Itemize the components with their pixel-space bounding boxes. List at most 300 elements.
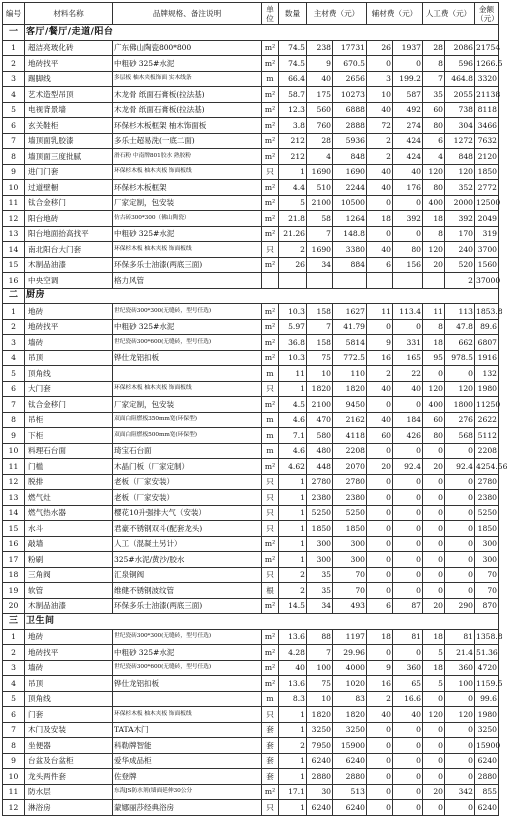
main-unit-price: 7 — [307, 226, 333, 242]
labor-unit-price: 60 — [423, 412, 445, 428]
table-row — [3, 195, 499, 211]
labor-unit-price: 120 — [423, 164, 445, 180]
spec-note: 仿古砖300*300（佛山陶瓷） — [113, 211, 262, 227]
item-name: 粉刷 — [25, 552, 113, 568]
amount: 1916 — [475, 350, 499, 366]
item-name: 燃气热水器 — [25, 505, 113, 521]
item-name: 阳台地砖 — [25, 211, 113, 227]
amount: 132 — [475, 366, 499, 382]
table-row — [3, 753, 499, 769]
item-name: 脱排 — [25, 474, 113, 490]
spec-note: 环保多乐士油漆(两底三面) — [113, 257, 262, 273]
aux-total: 0 — [393, 521, 423, 537]
main-unit-price: 7950 — [307, 738, 333, 754]
quantity: 1 — [279, 521, 307, 537]
aux-total: 40 — [393, 164, 423, 180]
labor-total: 0 — [445, 505, 475, 521]
row-no: 10 — [3, 443, 25, 459]
unit: 只 — [262, 381, 279, 397]
aux-unit-price: 0 — [367, 490, 393, 506]
item-name: 淋浴房 — [25, 800, 113, 816]
labor-total: 120 — [445, 707, 475, 723]
quantity: 2 — [279, 738, 307, 754]
main-total: 2070 — [333, 459, 367, 475]
aux-total: 0 — [393, 722, 423, 738]
item-name: 大门套 — [25, 381, 113, 397]
amount: 70 — [475, 567, 499, 583]
spec-note: 双面白阻燃板500mm宽(环保型) — [113, 428, 262, 444]
unit: 只 — [262, 800, 279, 816]
aux-unit-price: 0 — [367, 505, 393, 521]
labor-total: 0 — [445, 722, 475, 738]
main-unit-price: 158 — [307, 335, 333, 351]
spec-note: 多层板 柚木夹板饰面 实木线条 — [113, 71, 262, 87]
aux-unit-price: 0 — [367, 226, 393, 242]
main-unit-price: 5250 — [307, 505, 333, 521]
unit: m² — [262, 133, 279, 149]
unit: m² — [262, 149, 279, 165]
labor-unit-price: 20 — [423, 598, 445, 614]
spec-note: 双面白阻燃板350mm宽(环保型) — [113, 412, 262, 428]
main-unit-price: 10 — [307, 691, 333, 707]
row-no: 6 — [3, 707, 25, 723]
aux-total: 424 — [393, 149, 423, 165]
aux-total: 0 — [393, 505, 423, 521]
main-unit-price: 238 — [307, 40, 333, 56]
table-row — [3, 660, 499, 676]
spec-note: 老板（厂家安装） — [113, 474, 262, 490]
unit: m — [262, 412, 279, 428]
labor-total: 0 — [445, 800, 475, 816]
spec-note: 科勒牌智能 — [113, 738, 262, 754]
item-name: 顶角线 — [25, 691, 113, 707]
unit: m² — [262, 645, 279, 661]
aux-total: 424 — [393, 133, 423, 149]
main-unit-price: 470 — [307, 412, 333, 428]
quantity: 11 — [279, 366, 307, 382]
aux-total: 92.4 — [393, 459, 423, 475]
labor-unit-price: 0 — [423, 505, 445, 521]
aux-total: 0 — [393, 536, 423, 552]
spec-note: 维健不锈钢波纹管 — [113, 583, 262, 599]
quantity: 1 — [279, 769, 307, 785]
main-unit-price: 560 — [307, 102, 333, 118]
labor-unit-price: 60 — [423, 102, 445, 118]
labor-total: 0 — [445, 691, 475, 707]
aux-unit-price: 72 — [367, 118, 393, 134]
main-unit-price: 7 — [307, 319, 333, 335]
labor-total: 352 — [445, 180, 475, 196]
main-total: 2880 — [333, 769, 367, 785]
quantity: 1 — [279, 536, 307, 552]
labor-total: 47.8 — [445, 319, 475, 335]
main-total: 3380 — [333, 242, 367, 258]
table-row — [3, 722, 499, 738]
item-name: 木制品油漆 — [25, 257, 113, 273]
labor-unit-price: 8 — [423, 56, 445, 72]
unit: 套 — [262, 769, 279, 785]
table-row — [3, 71, 499, 87]
aux-unit-price: 0 — [367, 536, 393, 552]
labor-total: 596 — [445, 56, 475, 72]
table-row — [3, 428, 499, 444]
quantity: 40 — [279, 660, 307, 676]
labor-total: 2 — [445, 273, 475, 289]
unit: m² — [262, 350, 279, 366]
unit: m² — [262, 629, 279, 645]
main-total: 1627 — [333, 304, 367, 320]
table-row — [3, 87, 499, 103]
labor-unit-price: 6 — [423, 133, 445, 149]
section-header — [3, 25, 499, 41]
row-no: 14 — [3, 242, 25, 258]
item-name: 地砖找平 — [25, 319, 113, 335]
row-no: 10 — [3, 769, 25, 785]
header-no: 编号 — [3, 3, 25, 25]
item-name: 木制品油漆 — [25, 598, 113, 614]
unit: m² — [262, 180, 279, 196]
table-row — [3, 567, 499, 583]
labor-total: 662 — [445, 335, 475, 351]
item-name: 地砖找平 — [25, 56, 113, 72]
main-total: 17731 — [333, 40, 367, 56]
labor-total: 0 — [445, 567, 475, 583]
quantity: 74.5 — [279, 40, 307, 56]
item-name: 门套 — [25, 707, 113, 723]
main-unit-price: 2100 — [307, 195, 333, 211]
spec-note: 世纪瓷砖300*300(无缝砖，型号任选) — [113, 304, 262, 320]
section-no: 三 — [3, 614, 25, 630]
table-row — [3, 536, 499, 552]
labor-unit-price: 0 — [423, 769, 445, 785]
main-unit-price: 2100 — [307, 397, 333, 413]
aux-unit-price: 0 — [367, 443, 393, 459]
labor-total: 342 — [445, 784, 475, 800]
labor-unit-price: 0 — [423, 567, 445, 583]
labor-total: 0 — [445, 536, 475, 552]
table-row — [3, 102, 499, 118]
row-no: 11 — [3, 459, 25, 475]
table-row — [3, 505, 499, 521]
header-name: 材料名称 — [25, 3, 113, 25]
aux-unit-price: 9 — [367, 660, 393, 676]
unit: m² — [262, 226, 279, 242]
main-total: 41.79 — [333, 319, 367, 335]
header-amount: 金额（元） — [476, 4, 499, 23]
aux-total: 0 — [393, 738, 423, 754]
labor-total: 120 — [445, 164, 475, 180]
amount: 855 — [475, 784, 499, 800]
aux-unit-price: 0 — [367, 784, 393, 800]
aux-unit-price: 0 — [367, 474, 393, 490]
main-total: 4118 — [333, 428, 367, 444]
labor-total: 0 — [445, 474, 475, 490]
table-row — [3, 691, 499, 707]
main-total: 1820 — [333, 381, 367, 397]
labor-unit-price: 120 — [423, 381, 445, 397]
quantity: 74.5 — [279, 56, 307, 72]
labor-unit-price: 0 — [423, 521, 445, 537]
main-unit-price: 6240 — [307, 753, 333, 769]
labor-total: 848 — [445, 149, 475, 165]
main-unit-price: 580 — [307, 428, 333, 444]
unit: 套 — [262, 753, 279, 769]
unit: m² — [262, 536, 279, 552]
unit: m² — [262, 319, 279, 335]
main-total: 15900 — [333, 738, 367, 754]
item-name: 艺术造型吊顶 — [25, 87, 113, 103]
aux-total: 176 — [393, 180, 423, 196]
labor-unit-price: 28 — [423, 40, 445, 56]
quantity: 1 — [279, 800, 307, 816]
quantity: 1 — [279, 707, 307, 723]
aux-total: 81 — [393, 629, 423, 645]
aux-unit-price: 40 — [367, 707, 393, 723]
unit: m² — [262, 211, 279, 227]
spec-note: 人工（混凝土另计） — [113, 536, 262, 552]
labor-total: 0 — [445, 769, 475, 785]
row-no: 11 — [3, 784, 25, 800]
labor-unit-price: 120 — [423, 242, 445, 258]
amount: 6240 — [475, 753, 499, 769]
main-unit-price: 34 — [307, 257, 333, 273]
labor-unit-price: 20 — [423, 459, 445, 475]
amount: 5112 — [475, 428, 499, 444]
aux-total: 0 — [393, 769, 423, 785]
aux-total: 331 — [393, 335, 423, 351]
labor-unit-price: 0 — [423, 443, 445, 459]
unit: m² — [262, 676, 279, 692]
amount: 11250 — [475, 397, 499, 413]
labor-unit-price: 0 — [423, 738, 445, 754]
labor-unit-price: 8 — [423, 226, 445, 242]
labor-unit-price: 35 — [423, 87, 445, 103]
amount: 2880 — [475, 769, 499, 785]
aux-total: 426 — [393, 428, 423, 444]
aux-unit-price: 40 — [367, 242, 393, 258]
amount: 1853.8 — [475, 304, 499, 320]
quantity: 10.3 — [279, 304, 307, 320]
item-name: 地砖 — [25, 629, 113, 645]
item-name: 燃气灶 — [25, 490, 113, 506]
row-no: 7 — [3, 397, 25, 413]
aux-unit-price: 6 — [367, 257, 393, 273]
item-name: 南北阳台大门套 — [25, 242, 113, 258]
table-row — [3, 211, 499, 227]
amount: 1560 — [475, 257, 499, 273]
quotation-body — [3, 25, 507, 816]
labor-unit-price: 8 — [423, 319, 445, 335]
item-name: 防水层 — [25, 784, 113, 800]
spec-note: 中粗砂 325#水泥 — [113, 226, 262, 242]
aux-unit-price: 40 — [367, 381, 393, 397]
row-no: 6 — [3, 118, 25, 134]
row-no: 13 — [3, 226, 25, 242]
amount: 70 — [475, 583, 499, 599]
unit: m² — [262, 552, 279, 568]
row-no: 13 — [3, 490, 25, 506]
row-no: 17 — [3, 552, 25, 568]
table-row — [3, 149, 499, 165]
unit: 只 — [262, 242, 279, 258]
labor-unit-price: 95 — [423, 350, 445, 366]
table-row — [3, 769, 499, 785]
quantity: 4.5 — [279, 397, 307, 413]
main-total: 5814 — [333, 335, 367, 351]
spec-note: 环保杉木板 柚木夹板 饰面板线 — [113, 381, 262, 397]
spec-note: 蒙娜丽莎经典浴房 — [113, 800, 262, 816]
amount: 5250 — [475, 505, 499, 521]
main-unit-price: 10 — [307, 366, 333, 382]
aux-unit-price: 0 — [367, 583, 393, 599]
quantity: 4.28 — [279, 645, 307, 661]
row-no: 3 — [3, 335, 25, 351]
aux-unit-price: 0 — [367, 56, 393, 72]
row-no: 4 — [3, 676, 25, 692]
item-name: 墙砖 — [25, 335, 113, 351]
amount: 870 — [475, 598, 499, 614]
main-total: 2656 — [333, 71, 367, 87]
unit: 只 — [262, 521, 279, 537]
aux-total: 22 — [393, 366, 423, 382]
main-unit-price: 7 — [307, 645, 333, 661]
unit: m² — [262, 397, 279, 413]
labor-total: 21.4 — [445, 645, 475, 661]
aux-total: 65 — [393, 676, 423, 692]
table-row — [3, 273, 499, 289]
main-unit-price: 300 — [307, 552, 333, 568]
item-name: 墙顶面乳胶漆 — [25, 133, 113, 149]
table-row — [3, 164, 499, 180]
spec-note: 环保杉木板框架 柚木饰面板 — [113, 118, 262, 134]
main-unit-price: 175 — [307, 87, 333, 103]
main-total: 1264 — [333, 211, 367, 227]
quantity: 4.6 — [279, 443, 307, 459]
amount: 3250 — [475, 722, 499, 738]
item-name: 玄关鞋柜 — [25, 118, 113, 134]
labor-total: 92.4 — [445, 459, 475, 475]
aux-unit-price: 40 — [367, 102, 393, 118]
header-main-cost: 主材费（元） — [307, 3, 367, 25]
unit: m — [262, 428, 279, 444]
main-unit-price: 1820 — [307, 381, 333, 397]
amount: 2780 — [475, 474, 499, 490]
aux-total: 40 — [393, 707, 423, 723]
quantity: 5 — [279, 195, 307, 211]
table-row — [3, 350, 499, 366]
row-no: 10 — [3, 180, 25, 196]
quantity: 17.1 — [279, 784, 307, 800]
main-unit-price: 2780 — [307, 474, 333, 490]
spec-note: 樱花10升强排大气（安装） — [113, 505, 262, 521]
main-total: 83 — [333, 691, 367, 707]
main-unit-price: 35 — [307, 583, 333, 599]
unit — [262, 273, 279, 289]
amount: 89.6 — [475, 319, 499, 335]
labor-total: 360 — [445, 660, 475, 676]
aux-unit-price: 18 — [367, 629, 393, 645]
main-total: 884 — [333, 257, 367, 273]
quantity: 13.6 — [279, 676, 307, 692]
item-name: 地砖找平 — [25, 645, 113, 661]
aux-unit-price: 2 — [367, 691, 393, 707]
aux-total: 0 — [393, 552, 423, 568]
main-unit-price: 100 — [307, 660, 333, 676]
spec-note — [113, 366, 262, 382]
unit: 根 — [262, 583, 279, 599]
aux-total: 0 — [393, 56, 423, 72]
item-name: 吊柜 — [25, 412, 113, 428]
aux-total: 360 — [393, 660, 423, 676]
spec-note: 格力风管 — [113, 273, 262, 289]
amount: 99.6 — [475, 691, 499, 707]
aux-total: 184 — [393, 412, 423, 428]
aux-unit-price: 6 — [367, 598, 393, 614]
table-row — [3, 335, 499, 351]
main-total: 110 — [333, 366, 367, 382]
item-name: 三角阀 — [25, 567, 113, 583]
spec-note: 环保杉木板 柚木夹板 饰面板线 — [113, 707, 262, 723]
row-no: 20 — [3, 598, 25, 614]
item-name: 料理石台面 — [25, 443, 113, 459]
labor-unit-price: 18 — [423, 660, 445, 676]
amount: 21754 — [475, 40, 499, 56]
main-total: 3250 — [333, 722, 367, 738]
labor-total: 276 — [445, 412, 475, 428]
row-no: 2 — [3, 645, 25, 661]
aux-total: 0 — [393, 319, 423, 335]
main-unit-price: 34 — [307, 598, 333, 614]
header-qty: 数量 — [279, 3, 307, 25]
labor-total: 113 — [445, 304, 475, 320]
row-no: 7 — [3, 722, 25, 738]
unit: m² — [262, 459, 279, 475]
main-total: 493 — [333, 598, 367, 614]
spec-note: 铧仕龙铝扣板 — [113, 676, 262, 692]
main-unit-price: 9 — [307, 56, 333, 72]
quantity: 212 — [279, 149, 307, 165]
unit: m² — [262, 118, 279, 134]
row-no: 6 — [3, 381, 25, 397]
labor-total: 0 — [445, 443, 475, 459]
main-unit-price: 6240 — [307, 800, 333, 816]
main-total: 5250 — [333, 505, 367, 521]
labor-total: 0 — [445, 366, 475, 382]
quantity: 2 — [279, 583, 307, 599]
labor-unit-price: 80 — [423, 118, 445, 134]
aux-unit-price: 0 — [367, 738, 393, 754]
amount: 3700 — [475, 242, 499, 258]
amount: 319 — [475, 226, 499, 242]
labor-unit-price: 0 — [423, 366, 445, 382]
main-total: 4000 — [333, 660, 367, 676]
labor-unit-price: 5 — [423, 676, 445, 692]
aux-total: 156 — [393, 257, 423, 273]
item-name: 过道壁橱 — [25, 180, 113, 196]
labor-total: 0 — [445, 552, 475, 568]
aux-unit-price: 2 — [367, 366, 393, 382]
aux-unit-price: 40 — [367, 412, 393, 428]
aux-unit-price: 0 — [367, 552, 393, 568]
main-total: 10500 — [333, 195, 367, 211]
spec-note: 325#水泥/黄沙/胶水 — [113, 552, 262, 568]
quantity: 1 — [279, 505, 307, 521]
row-no: 3 — [3, 71, 25, 87]
main-total: 5936 — [333, 133, 367, 149]
aux-unit-price: 11 — [367, 304, 393, 320]
amount: 15900 — [475, 738, 499, 754]
aux-unit-price: 16 — [367, 350, 393, 366]
